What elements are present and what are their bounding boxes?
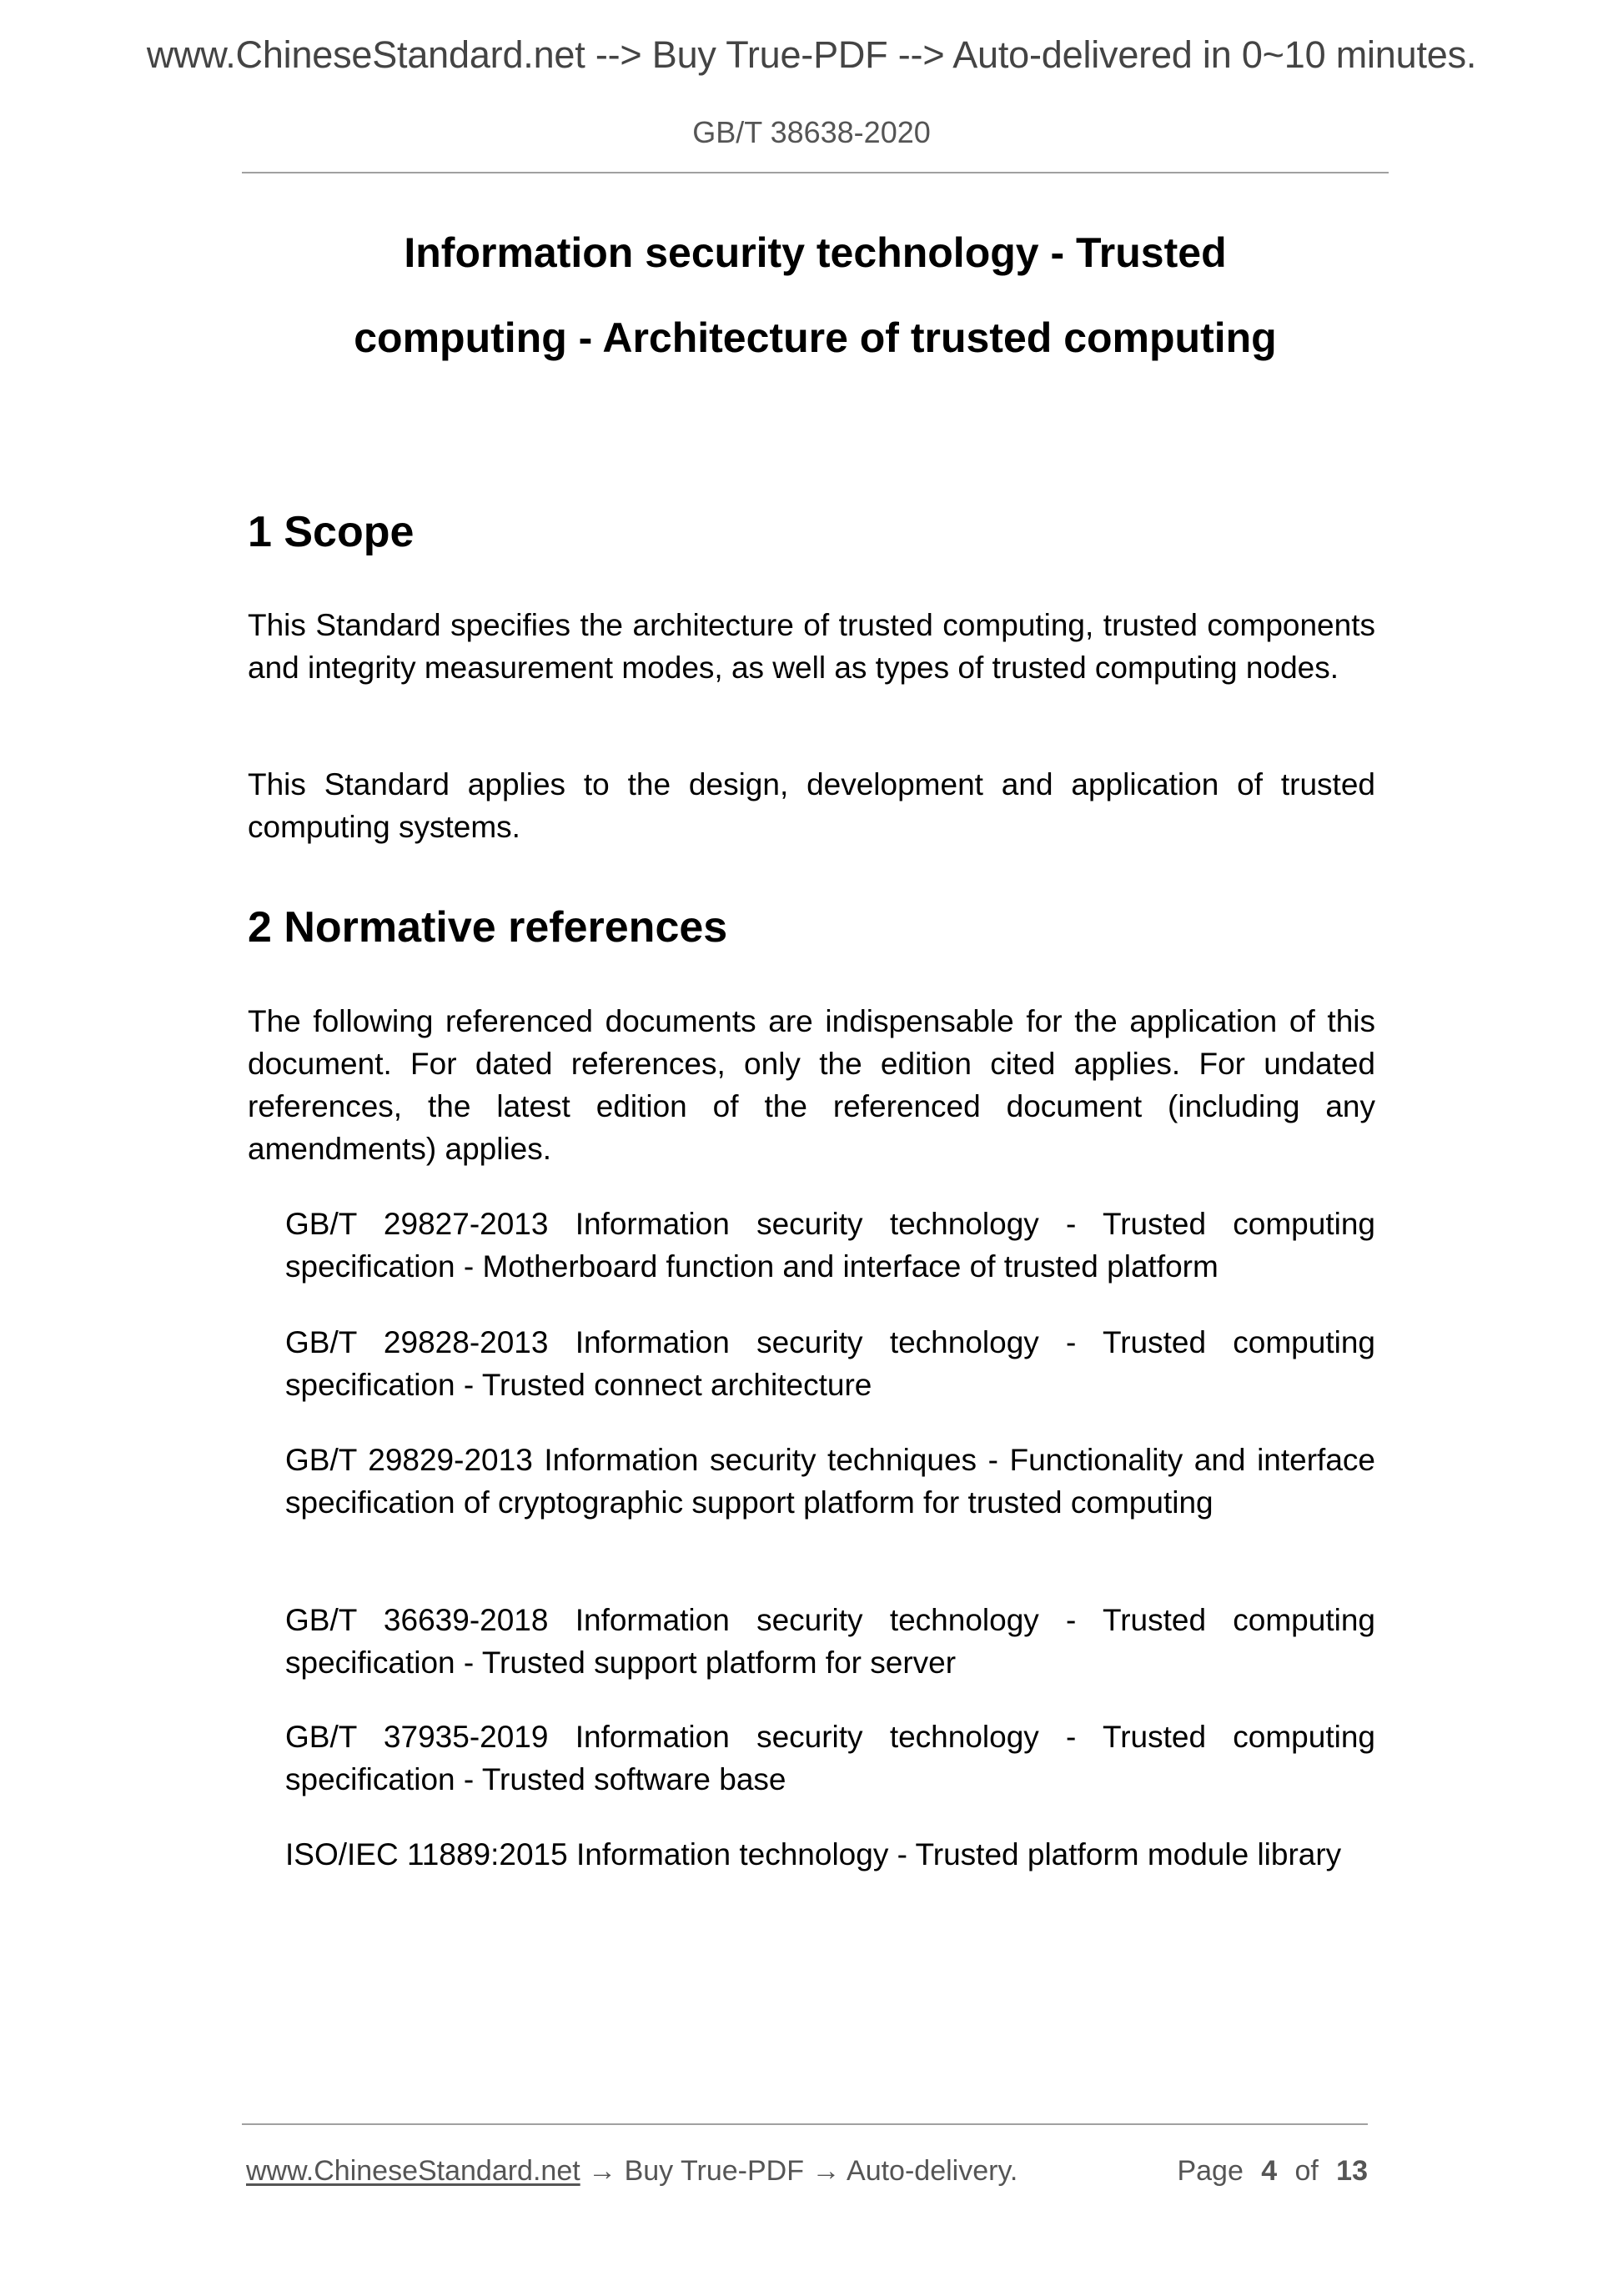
header-divider: [242, 172, 1389, 173]
footer-delivery-text: Auto-delivery.: [847, 2155, 1018, 2187]
section-heading-scope: 1 Scope: [248, 508, 415, 556]
footer-promo: [246, 2154, 1018, 2188]
page-indicator: [1177, 2154, 1368, 2188]
paragraph: The following referenced documents are indispensable for the application of this document. For dated references, only the edition cited applies. For undated references, the latest edition of the referenced document (including any amendments) applies.: [248, 1004, 1375, 1166]
page-footer: [246, 2154, 1368, 2188]
footer-buy-text: Buy True-PDF: [624, 2155, 804, 2187]
page-of-label: of: [1294, 2155, 1319, 2187]
reference-item: GB/T 29827-2013 Information security technology - Trusted computing specification - Motherboard function and interface of trusted platform: [285, 1207, 1375, 1284]
page-total: 13: [1336, 2155, 1368, 2187]
standard-code: GB/T 38638-2020: [692, 115, 931, 149]
page-current: 4: [1261, 2155, 1278, 2187]
reference-item: GB/T 36639-2018 Information security technology - Trusted computing specification - Trusted support platform for server: [285, 1603, 1375, 1680]
title-line-1: Information security technology - Trusted: [404, 229, 1227, 276]
document-title: [242, 210, 1389, 380]
page-label: Page: [1177, 2155, 1244, 2187]
paragraph: This Standard specifies the architecture of trusted computing, trusted components and integrity measurement modes, as well as types of trusted computing nodes.: [248, 608, 1375, 685]
arrow-right-icon: →: [812, 2155, 841, 2187]
footer-divider: [242, 2123, 1368, 2125]
title-line-2: computing - Architecture of trusted computing: [354, 314, 1277, 361]
footer-site-link[interactable]: www.ChineseStandard.net: [246, 2155, 580, 2187]
top-banner: www.ChineseStandard.net --> Buy True-PDF --> Auto-delivered in 0~10 minutes.: [146, 33, 1477, 76]
paragraph: This Standard applies to the design, development and application of trusted computing systems.: [248, 767, 1375, 844]
reference-item: GB/T 29828-2013 Information security technology - Trusted computing specification - Trusted connect architecture: [285, 1325, 1375, 1402]
arrow-right-icon: →: [588, 2155, 617, 2187]
section-heading-normative-references: 2 Normative references: [248, 903, 728, 952]
reference-item: ISO/IEC 11889:2015 Information technology - Trusted platform module library: [285, 1837, 1342, 1871]
reference-item: GB/T 37935-2019 Information security technology - Trusted computing specification - Trusted software base: [285, 1720, 1375, 1796]
reference-item: GB/T 29829-2013 Information security techniques - Functionality and interface specification of cryptographic support platform for trusted computing: [285, 1443, 1375, 1520]
